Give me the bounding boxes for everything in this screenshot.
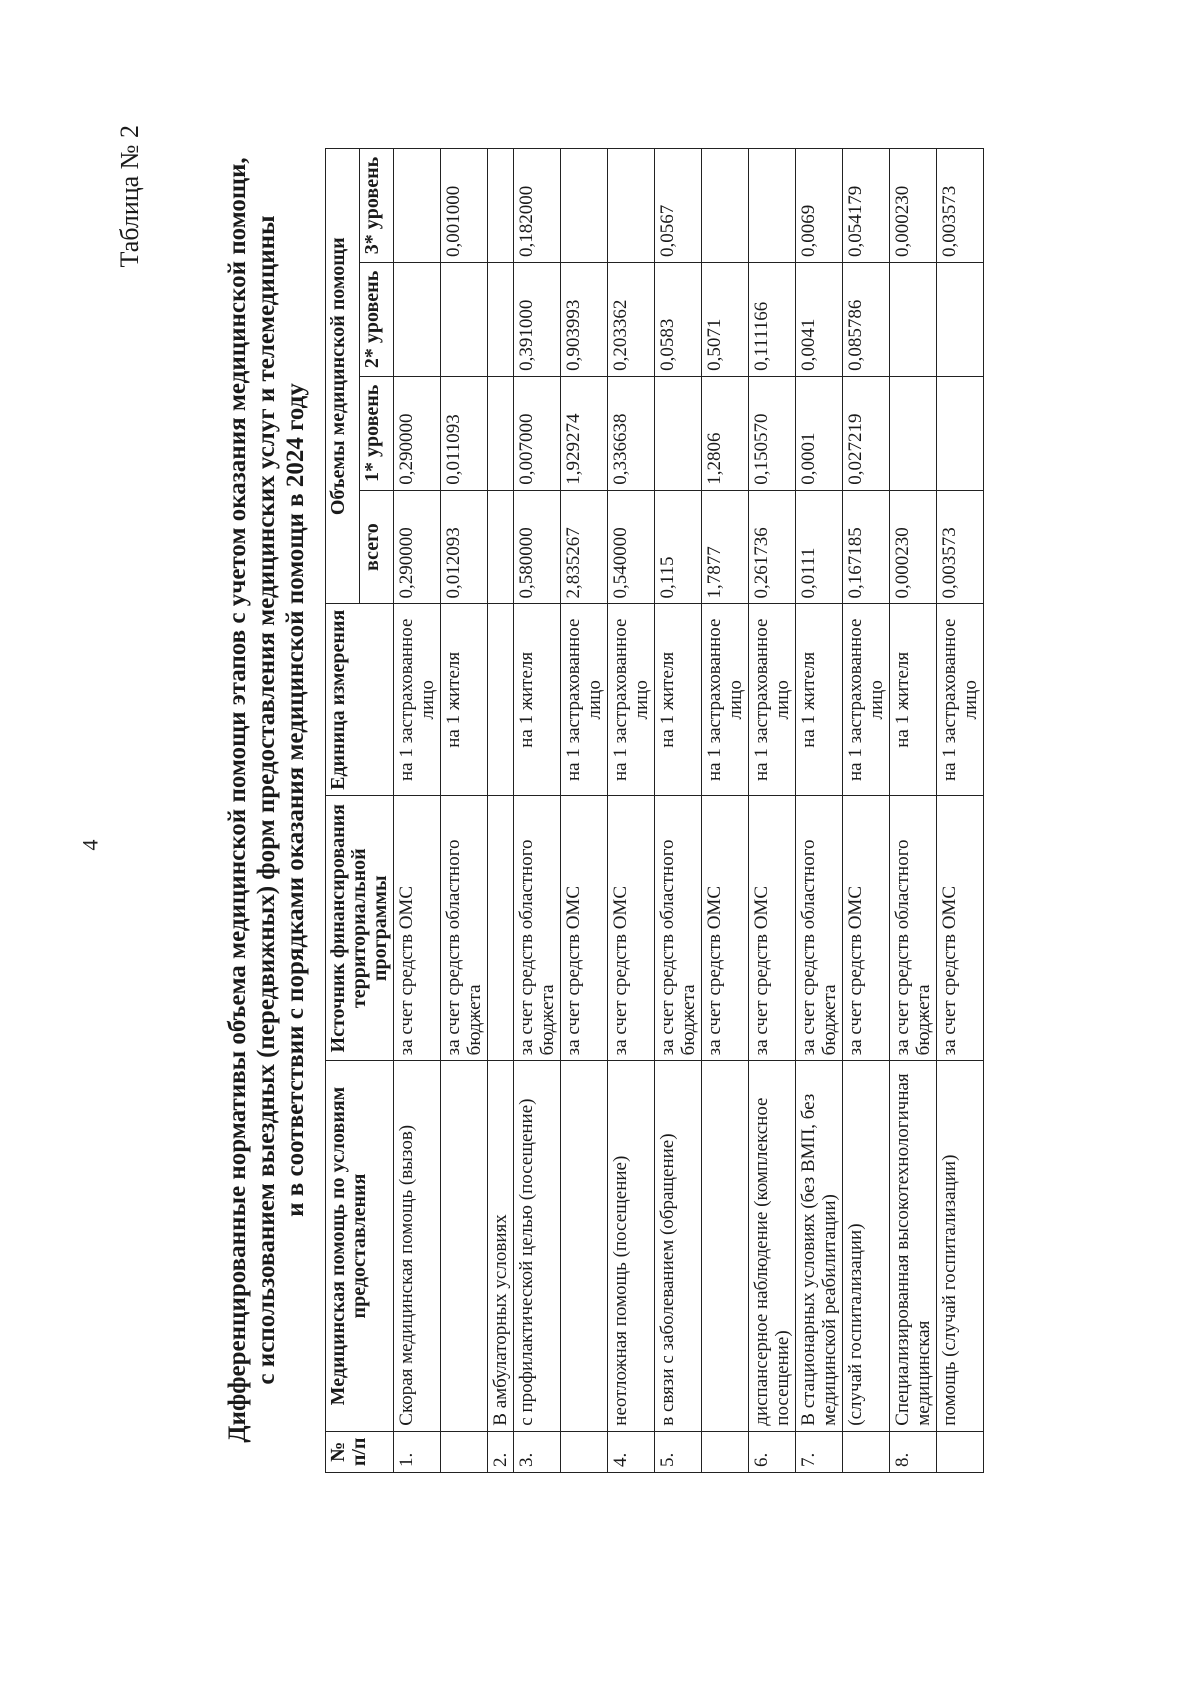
table-row <box>890 149 937 1473</box>
table-row <box>843 149 890 1473</box>
table-row <box>608 149 655 1473</box>
header-level2: 2* уровень <box>360 262 394 376</box>
cell-total: 0,540000 <box>608 490 655 604</box>
header-volumes: Объемы медицинской помощи <box>326 149 360 604</box>
cell-num: 2. <box>488 1431 514 1472</box>
cell-level2: 0,0041 <box>796 262 843 376</box>
cell-level2: 0,111166 <box>749 262 796 376</box>
table-body <box>394 149 984 1473</box>
cell-total: 2,835267 <box>561 490 608 604</box>
cell-level2 <box>488 262 514 376</box>
cell-care <box>441 1061 488 1431</box>
cell-num: 1. <box>394 1431 441 1472</box>
header-total: всего <box>360 490 394 604</box>
cell-care <box>702 1061 749 1431</box>
cell-level1 <box>655 376 702 490</box>
header-unit: Единица измерения <box>326 604 394 796</box>
cell-level3: 0,000230 <box>890 149 937 263</box>
cell-source: за счет средств ОМС <box>608 796 655 1061</box>
cell-total: 0,000230 <box>890 490 937 604</box>
cell-level1: 0,336638 <box>608 376 655 490</box>
cell-unit: на 1 жителя <box>890 604 937 796</box>
cell-source: за счет средств ОМС <box>702 796 749 1061</box>
cell-level1 <box>488 376 514 490</box>
title-line: Дифференцированные нормативы объема медицинской помощи этапов с учетом оказания медицинской помощи, <box>224 157 251 1443</box>
cell-level3 <box>394 149 441 263</box>
cell-unit: на 1 жителя <box>655 604 702 796</box>
cell-care: диспансерное наблюдение (комплексное посещение) <box>749 1061 796 1431</box>
cell-level2: 0,5071 <box>702 262 749 376</box>
document-title <box>223 105 310 1495</box>
table-row <box>796 149 843 1473</box>
cell-source: за счет средств ОМС <box>749 796 796 1061</box>
cell-level1: 1,2806 <box>702 376 749 490</box>
cell-level3: 0,0567 <box>655 149 702 263</box>
cell-num: 3. <box>514 1431 561 1472</box>
cell-unit: на 1 застрахованное лицо <box>608 604 655 796</box>
cell-num: 6. <box>749 1431 796 1472</box>
cell-num <box>843 1431 890 1472</box>
cell-source: за счет средств областного бюджета <box>890 796 937 1061</box>
table-row <box>937 149 984 1473</box>
cell-total: 0,012093 <box>441 490 488 604</box>
cell-unit: на 1 застрахованное лицо <box>561 604 608 796</box>
cell-unit: на 1 застрахованное лицо <box>394 604 441 796</box>
cell-level1: 0,290000 <box>394 376 441 490</box>
cell-level3 <box>561 149 608 263</box>
header-num: № п/п <box>326 1431 394 1472</box>
cell-care <box>561 1061 608 1431</box>
cell-total: 1,7877 <box>702 490 749 604</box>
cell-source: за счет средств областного бюджета <box>796 796 843 1061</box>
cell-level2 <box>394 262 441 376</box>
cell-care: В стационарных условиях (без ВМП, без медицинской реабилитации) <box>796 1061 843 1431</box>
cell-total <box>488 490 514 604</box>
cell-care: Специализированная высокотехнологичная медицинская <box>890 1061 937 1431</box>
cell-unit: на 1 застрахованное лицо <box>937 604 984 796</box>
header-level1: 1* уровень <box>360 376 394 490</box>
cell-level1: 0,0001 <box>796 376 843 490</box>
title-line: с использованием выездных (передвижных) форм предоставления медицинских услуг и телемедицины <box>253 215 280 1385</box>
cell-level3: 0,003573 <box>937 149 984 263</box>
cell-care: (случай госпитализации) <box>843 1061 890 1431</box>
cell-unit: на 1 жителя <box>441 604 488 796</box>
cell-care: в связи с заболеванием (обращение) <box>655 1061 702 1431</box>
cell-level1: 1,929274 <box>561 376 608 490</box>
cell-level2 <box>890 262 937 376</box>
cell-level2: 0,085786 <box>843 262 890 376</box>
header-level3: 3* уровень <box>360 149 394 263</box>
cell-care: помощь (случай госпитализации) <box>937 1061 984 1431</box>
header-row <box>326 149 360 1473</box>
table-row <box>394 149 441 1473</box>
cell-level2: 0,203362 <box>608 262 655 376</box>
cell-total: 0,261736 <box>749 490 796 604</box>
cell-level2: 0,0583 <box>655 262 702 376</box>
cell-level3 <box>608 149 655 263</box>
table-row <box>702 149 749 1473</box>
table-row <box>561 149 608 1473</box>
cell-num: 8. <box>890 1431 937 1472</box>
cell-total: 0,003573 <box>937 490 984 604</box>
cell-level3: 0,054179 <box>843 149 890 263</box>
page-number: 4 <box>77 839 103 851</box>
title-line: и в соответствии с порядками оказания медицинской помощи в 2024 году <box>282 383 309 1217</box>
cell-level1: 0,027219 <box>843 376 890 490</box>
cell-source <box>488 796 514 1061</box>
cell-level2: 0,903993 <box>561 262 608 376</box>
cell-unit <box>488 604 514 796</box>
cell-total: 0,0111 <box>796 490 843 604</box>
cell-num <box>702 1431 749 1472</box>
cell-source: за счет средств областного бюджета <box>441 796 488 1061</box>
cell-total: 0,290000 <box>394 490 441 604</box>
cell-unit: на 1 застрахованное лицо <box>749 604 796 796</box>
cell-source: за счет средств ОМС <box>937 796 984 1061</box>
table-row <box>514 149 561 1473</box>
cell-total: 0,167185 <box>843 490 890 604</box>
table-row <box>749 149 796 1473</box>
header-source: Источник финансирования территориальной программы <box>326 796 394 1061</box>
cell-level3: 0,182000 <box>514 149 561 263</box>
rotated-page-content <box>115 105 1045 1495</box>
cell-total: 0,580000 <box>514 490 561 604</box>
cell-unit: на 1 застрахованное лицо <box>702 604 749 796</box>
table-row <box>441 149 488 1473</box>
cell-level1: 0,150570 <box>749 376 796 490</box>
table-label: Таблица № 2 <box>115 125 144 268</box>
table-row <box>655 149 702 1473</box>
cell-level3: 0,0069 <box>796 149 843 263</box>
cell-level3 <box>488 149 514 263</box>
cell-level3: 0,001000 <box>441 149 488 263</box>
cell-source: за счет средств ОМС <box>394 796 441 1061</box>
cell-level3 <box>749 149 796 263</box>
cell-care: неотложная помощь (посещение) <box>608 1061 655 1431</box>
cell-source: за счет средств областного бюджета <box>655 796 702 1061</box>
cell-level2 <box>441 262 488 376</box>
cell-num: 4. <box>608 1431 655 1472</box>
cell-num: 7. <box>796 1431 843 1472</box>
cell-level1: 0,011093 <box>441 376 488 490</box>
cell-care: В амбулаторных условиях <box>488 1061 514 1431</box>
cell-care: с профилактической целью (посещение) <box>514 1061 561 1431</box>
cell-unit: на 1 застрахованное лицо <box>843 604 890 796</box>
cell-level1: 0,007000 <box>514 376 561 490</box>
cell-source: за счет средств ОМС <box>561 796 608 1061</box>
cell-source: за счет средств областного бюджета <box>514 796 561 1061</box>
volume-norms-table <box>325 148 984 1473</box>
cell-source: за счет средств ОМС <box>843 796 890 1061</box>
cell-unit: на 1 жителя <box>514 604 561 796</box>
table-row <box>488 149 514 1473</box>
cell-num: 5. <box>655 1431 702 1472</box>
cell-level1 <box>937 376 984 490</box>
cell-unit: на 1 жителя <box>796 604 843 796</box>
cell-num <box>561 1431 608 1472</box>
cell-num <box>441 1431 488 1472</box>
cell-level2: 0,391000 <box>514 262 561 376</box>
cell-level1 <box>890 376 937 490</box>
cell-care: Скорая медицинская помощь (вызов) <box>394 1061 441 1431</box>
cell-total: 0,115 <box>655 490 702 604</box>
cell-level2 <box>937 262 984 376</box>
cell-num <box>937 1431 984 1472</box>
cell-level3 <box>702 149 749 263</box>
header-care: Медицинская помощь по условиям предоставления <box>326 1061 394 1431</box>
